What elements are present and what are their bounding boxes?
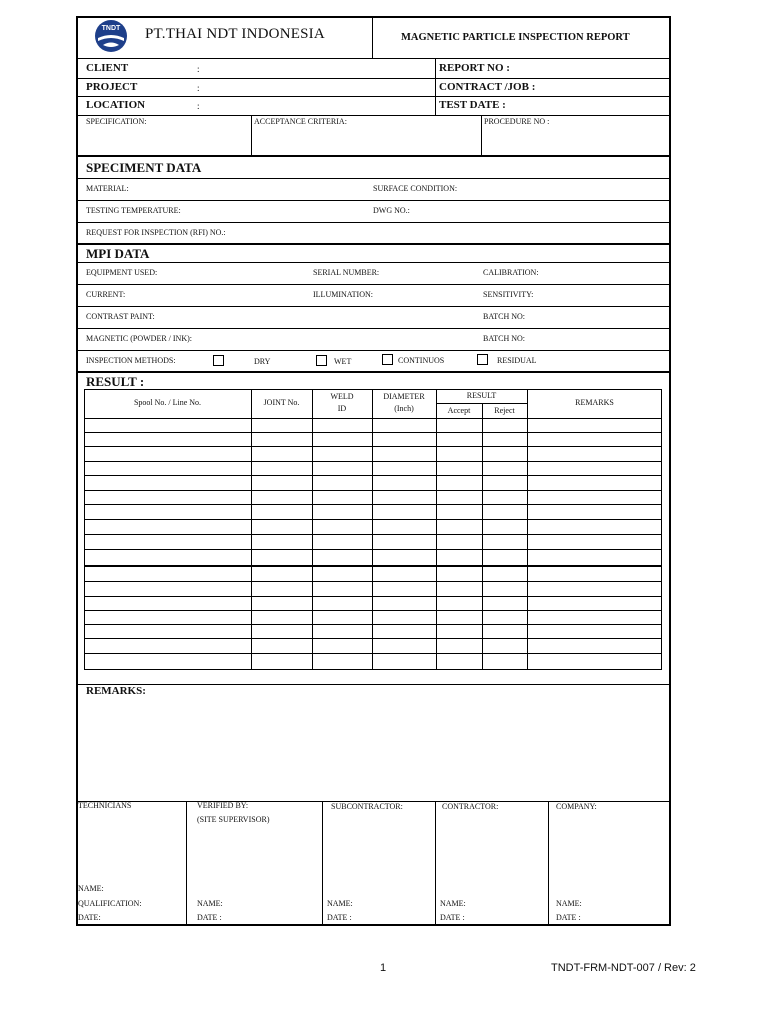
rule: [251, 115, 252, 156]
speciment-data-title: SPECIMENT DATA: [86, 160, 202, 175]
rfi-no-label: REQUEST FOR INSPECTION (RFI) NO.:: [86, 228, 226, 237]
technician-date-label: DATE:: [78, 913, 101, 922]
verified-by-label: VERIFIED BY:: [197, 801, 249, 810]
result-title: RESULT :: [86, 374, 145, 389]
table-row-line: [84, 490, 662, 491]
client-colon: :: [197, 64, 200, 74]
surface-condition-label: SURFACE CONDITION:: [373, 184, 458, 193]
verifier-date-label: DATE :: [197, 913, 222, 922]
rule: [77, 222, 671, 223]
technician-name-label: NAME:: [78, 884, 104, 893]
rule: [481, 115, 482, 156]
remarks-title: REMARKS:: [86, 685, 146, 697]
project-label: PROJECT: [86, 81, 138, 93]
residual-label: RESIDUAL: [497, 356, 537, 365]
wet-checkbox[interactable]: [316, 355, 327, 366]
rule: [77, 371, 671, 373]
rule: [77, 200, 671, 201]
rule: [77, 96, 671, 97]
dwg-no-label: DWG NO.:: [373, 206, 410, 215]
sensitivity-label: SENSITIVITY:: [483, 290, 534, 299]
rule: [77, 58, 671, 59]
inspection-methods-label: INSPECTION METHODS:: [86, 356, 176, 365]
project-colon: :: [197, 83, 200, 93]
table-row-line: [84, 638, 662, 639]
rule: [322, 801, 323, 926]
current-label: CURRENT:: [86, 290, 126, 299]
contrast-paint-label: CONTRAST PAINT:: [86, 312, 155, 321]
col-accept: Accept: [447, 406, 471, 415]
table-row-line: [84, 432, 662, 433]
batch-no-label: BATCH NO:: [483, 312, 526, 321]
continuos-checkbox[interactable]: [382, 354, 393, 365]
batch-no-label: BATCH NO:: [483, 334, 526, 343]
calibration-label: CALIBRATION:: [483, 268, 539, 277]
rule: [77, 328, 671, 329]
wet-label: WET: [334, 357, 352, 366]
table-row-line: [84, 624, 662, 625]
col-diameter-unit: (Inch): [394, 404, 414, 413]
illumination-label: ILLUMINATION:: [313, 290, 373, 299]
contractor-label: CONTRACTOR:: [442, 802, 499, 811]
contract-job-label: CONTRACT /JOB :: [439, 81, 536, 93]
company-name: PT.THAI NDT INDONESIA: [145, 26, 325, 42]
table-row-line: [84, 581, 662, 582]
table-row-line: [84, 534, 662, 535]
table-row-line: [84, 519, 662, 520]
rule: [482, 403, 483, 670]
rule: [77, 178, 671, 179]
test-date-label: TEST DATE :: [439, 99, 506, 111]
client-label: CLIENT: [86, 62, 129, 74]
qualification-label: QUALIFICATION:: [78, 899, 142, 908]
technicians-label: TECHNICIANS: [78, 801, 132, 810]
table-row-line: [84, 461, 662, 462]
material-label: MATERIAL:: [86, 184, 129, 193]
col-result: RESULT: [466, 391, 497, 400]
rule: [77, 284, 671, 285]
document-code: TNDT-FRM-NDT-007 / Rev: 2: [551, 962, 696, 974]
rule: [77, 262, 671, 263]
rule: [77, 243, 671, 245]
table-row-line: [84, 475, 662, 476]
table-row-line: [84, 418, 662, 419]
col-diameter: DIAMETER: [383, 392, 425, 401]
subcontractor-name-label: NAME:: [327, 899, 353, 908]
col-weld-id: ID: [337, 404, 347, 413]
rule: [77, 350, 671, 351]
serial-number-label: SERIAL NUMBER:: [313, 268, 380, 277]
report-no-label: REPORT NO :: [439, 62, 510, 74]
contractor-date-label: DATE :: [440, 913, 465, 922]
company-name-label: NAME:: [556, 899, 582, 908]
col-remarks: REMARKS: [575, 398, 614, 407]
site-supervisor-label: (SITE SUPERVISOR): [197, 815, 270, 824]
rule: [77, 155, 671, 157]
dry-checkbox[interactable]: [213, 355, 224, 366]
company-label: COMPANY:: [556, 802, 597, 811]
header-divider: [372, 16, 373, 59]
rule: [436, 403, 527, 404]
rule: [77, 306, 671, 307]
table-row-line: [84, 549, 662, 550]
specification-label: SPECIFICATION:: [86, 117, 147, 126]
info-divider: [435, 58, 436, 115]
rule: [77, 115, 671, 116]
company-logo: [94, 19, 128, 53]
table-row-line: [84, 565, 662, 567]
subcontractor-date-label: DATE :: [327, 913, 352, 922]
mpi-data-title: MPI DATA: [86, 246, 150, 261]
rule: [77, 684, 671, 685]
acceptance-criteria-label: ACCEPTANCE CRITERIA:: [254, 117, 347, 126]
logo-text: TNDT: [101, 25, 121, 32]
contractor-name-label: NAME:: [440, 899, 466, 908]
table-row-line: [84, 504, 662, 505]
col-weld: WELD: [330, 392, 354, 401]
col-joint: JOINT No.: [263, 398, 300, 407]
magnetic-label: MAGNETIC (POWDER / INK):: [86, 334, 192, 343]
table-row-line: [84, 596, 662, 597]
procedure-no-label: PROCEDURE NO :: [484, 117, 550, 126]
location-label: LOCATION: [86, 99, 146, 111]
col-reject: Reject: [494, 406, 515, 415]
residual-checkbox[interactable]: [477, 354, 488, 365]
table-row-line: [84, 653, 662, 654]
page-number: 1: [380, 962, 387, 974]
table-row-line: [84, 610, 662, 611]
equipment-used-label: EQUIPMENT USED:: [86, 268, 158, 277]
col-spool: Spool No. / Line No.: [133, 398, 202, 407]
subcontractor-label: SUBCONTRACTOR:: [331, 802, 403, 811]
rule: [435, 801, 436, 926]
verifier-name-label: NAME:: [197, 899, 223, 908]
rule: [77, 78, 671, 79]
report-title: MAGNETIC PARTICLE INSPECTION REPORT: [401, 32, 630, 43]
continuos-label: CONTINUOS: [398, 356, 445, 365]
company-date-label: DATE :: [556, 913, 581, 922]
dry-label: DRY: [254, 357, 271, 366]
testing-temperature-label: TESTING TEMPERATURE:: [86, 206, 181, 215]
rule: [548, 801, 549, 926]
location-colon: :: [197, 101, 200, 111]
table-row-line: [84, 446, 662, 447]
rule: [186, 801, 187, 926]
